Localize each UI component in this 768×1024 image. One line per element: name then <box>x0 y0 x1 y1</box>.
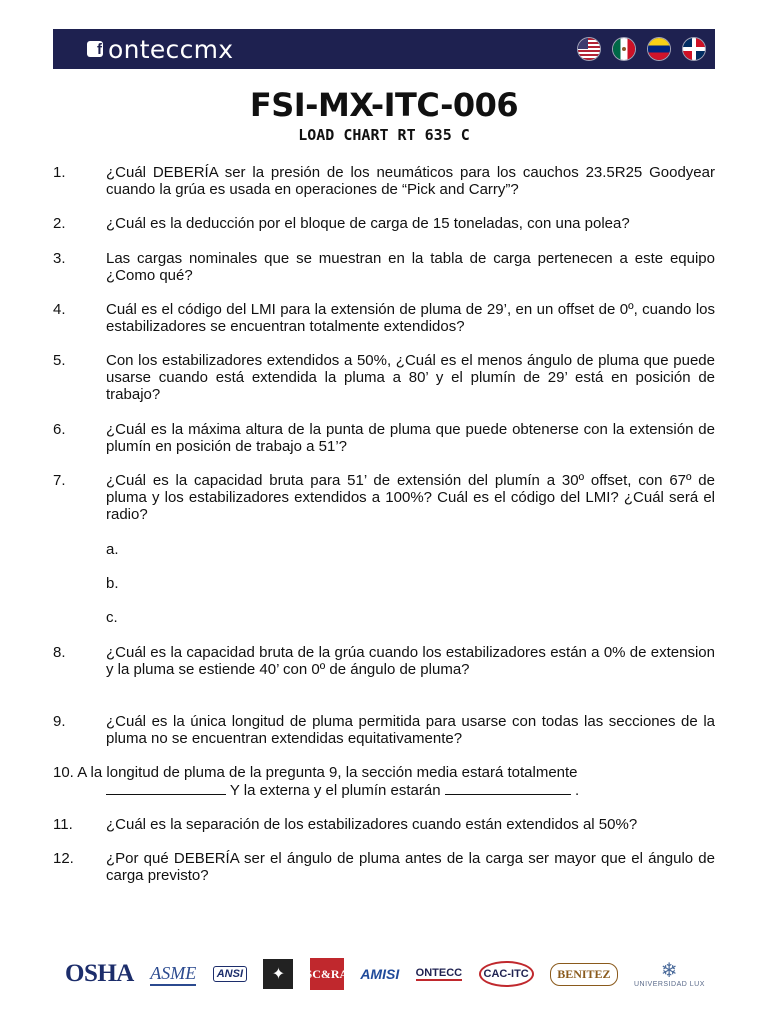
cac-itc-logo: CAC-ITC <box>479 961 534 987</box>
question-number: 1. <box>53 164 66 181</box>
question-text: ¿Por qué DEBERÍA ser el ángulo de pluma antes de la carga ser mayor que el ángulo de carga previsto? <box>106 850 715 884</box>
question-text: ¿Cuál es la capacidad bruta para 51’ de extensión del plumín a 30º offset, con 67º de pluma y los estabilizadores extendidos a 100%? Cuál es el código del LMI? ¿Cuál será el radio? <box>106 472 715 523</box>
language-flags <box>578 38 705 60</box>
question-number: 4. <box>53 301 66 318</box>
amisi-logo: AMISI <box>360 966 400 982</box>
answer-item-a: a. <box>106 541 119 558</box>
question-line <box>106 781 715 799</box>
question-text: Las cargas nominales que se muestran en la tabla de carga pertenecen a este equipo ¿Como qué? <box>106 250 715 284</box>
question-10 <box>53 764 715 799</box>
question-text: ¿Cuál es la separación de los estabilizadores cuando están extendidos al 50%? <box>106 816 638 833</box>
question-text: ¿Cuál es la deducción por el bloque de carga de 15 toneladas, con una polea? <box>106 215 630 232</box>
universidad-lux-label: UNIVERSIDAD LUX <box>633 980 705 988</box>
question-text: Y la externa y el plumín estarán <box>229 782 441 799</box>
question-text: ¿Cuál es la capacidad bruta de la grúa cuando los estabilizadores están a 0% de extension y la pluma se estiende 40’ con 0º de ángulo de pluma? <box>106 644 715 678</box>
question-text: . <box>574 782 580 799</box>
question-number: 12. <box>53 850 74 867</box>
document-subtitle: LOAD CHART RT 635 C <box>298 126 470 144</box>
question-number: 11. <box>53 816 73 833</box>
question-number: 7. <box>53 472 66 489</box>
answer-blank[interactable] <box>445 781 571 795</box>
us-flag-icon[interactable] <box>578 38 600 60</box>
document-title: FSI-MX-ITC-006 <box>249 86 519 124</box>
question-text: ¿Cuál es la máxima altura de la punta de pluma que puede obtenerse con la extensión de plumín en posición de trabajo a 51’? <box>106 421 715 455</box>
question-text: ¿Cuál es la única longitud de pluma permitida para usarse con todas las secciones de la pluma no se encuentran extendidas equitativamente? <box>106 713 715 747</box>
question-5 <box>53 352 715 403</box>
answer-item-c: c. <box>106 609 118 626</box>
answer-blank[interactable] <box>106 781 226 795</box>
question-8 <box>53 644 715 678</box>
organization-emblem-icon: ✦ <box>263 959 293 989</box>
question-2 <box>53 215 715 232</box>
facebook-icon[interactable]: f <box>87 41 103 57</box>
question-number: 5. <box>53 352 66 369</box>
question-3 <box>53 250 715 284</box>
question-number: 10. <box>53 764 74 781</box>
venezuela-flag-icon[interactable] <box>648 38 670 60</box>
question-text: Cuál es el código del LMI para la extensión de pluma de 29’, en un offset de 0º, cuando los estabilizadores se encuentran totalmente extendidos? <box>106 301 715 335</box>
ansi-logo: ANSI <box>213 966 247 982</box>
question-number: 9. <box>53 713 66 730</box>
universidad-lux-logo <box>634 961 705 988</box>
question-text: A la longitud de pluma de la pregunta 9, la sección media estará totalmente <box>77 764 578 781</box>
question-text: ¿Cuál DEBERÍA ser la presión de los neumáticos para los cauchos 23.5R25 Goodyear cuando la grúa es usada en operaciones de “Pick and Carry”? <box>106 164 715 198</box>
question-7 <box>53 472 715 523</box>
question-line <box>53 764 715 781</box>
footer-logos <box>65 953 705 995</box>
question-4 <box>53 301 715 335</box>
dominican-republic-flag-icon[interactable] <box>683 38 705 60</box>
question-number: 3. <box>53 250 66 267</box>
asme-logo: ASME <box>150 963 196 986</box>
brand-name: onteccmx <box>108 34 234 64</box>
snowflake-icon: ❄ <box>660 959 679 982</box>
question-12 <box>53 850 715 884</box>
question-number: 2. <box>53 215 66 232</box>
question-9 <box>53 713 715 747</box>
question-11 <box>53 816 715 833</box>
mexico-flag-icon[interactable] <box>613 38 635 60</box>
benitez-logo: BENITEZ <box>550 963 617 986</box>
question-text: Con los estabilizadores extendidos a 50%, ¿Cuál es el menos ángulo de pluma que puede usarse cuando está extendida la pluma a 80’ y el plumín de 29’ está en posición de trabajo? <box>106 352 715 403</box>
scra-logo: SC&RA <box>310 958 344 990</box>
question-number: 6. <box>53 421 66 438</box>
question-6 <box>53 421 715 455</box>
osha-logo: OSHA <box>65 960 134 987</box>
ontecc-logo: ONTECC <box>415 967 463 979</box>
question-number: 8. <box>53 644 66 661</box>
answer-item-b: b. <box>106 575 119 592</box>
header-banner <box>53 29 715 69</box>
question-1 <box>53 164 715 198</box>
